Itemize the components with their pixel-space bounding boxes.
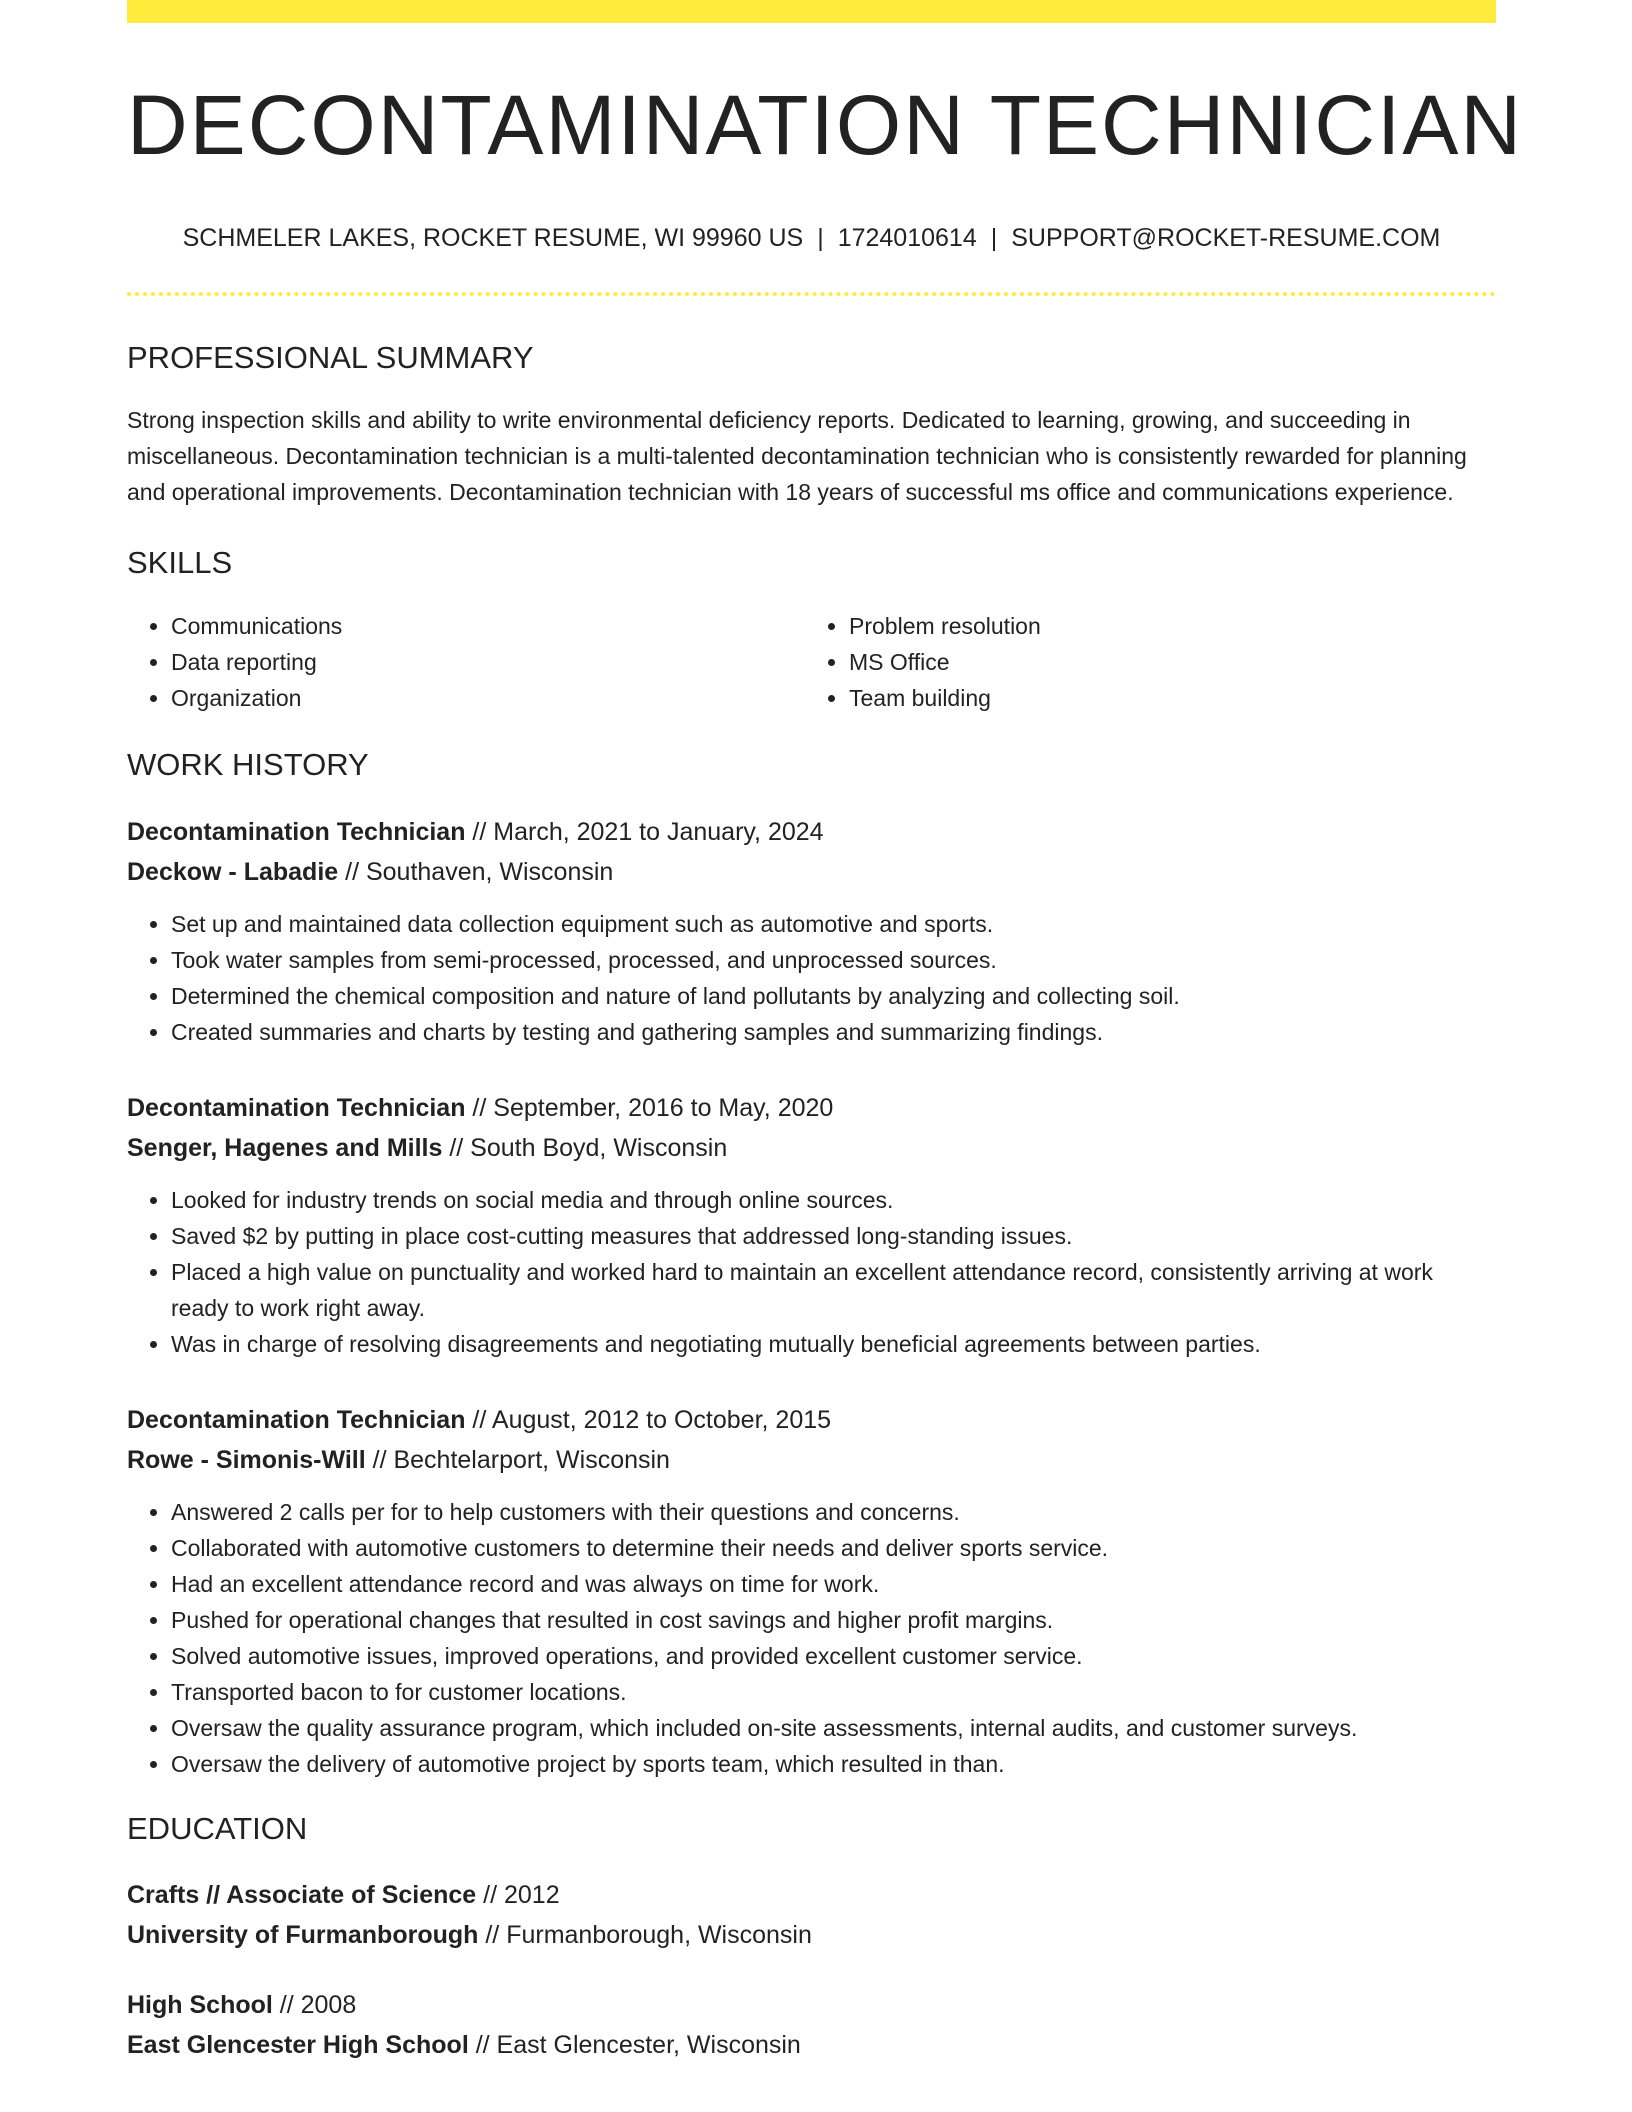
contact-phone: 1724010614 — [837, 224, 977, 252]
job-bullet: • Set up and maintained data collection equipment such as automotive and sports. — [171, 906, 1496, 942]
job-title: Decontamination Technician — [127, 1405, 466, 1434]
skills-column-left — [127, 608, 801, 716]
education-school: University of Furmanborough — [127, 1920, 479, 1949]
job-company-line — [127, 1128, 1496, 1168]
education-entry — [127, 1875, 1496, 1955]
job-bullet: • Pushed for operational changes that resulted in cost savings and higher profit margins. — [171, 1602, 1496, 1638]
job-dates: // September, 2016 to May, 2020 — [465, 1093, 834, 1122]
contact-email: SUPPORT@ROCKET-RESUME.COM — [1011, 224, 1441, 252]
job-company: Rowe - Simonis-Will — [127, 1445, 366, 1474]
education-school-line — [127, 1915, 1496, 1955]
job-bullet: • Had an excellent attendance record and was always on time for work. — [171, 1566, 1496, 1602]
skill-item: • Data reporting — [171, 644, 801, 680]
skills-column-right — [801, 608, 1479, 716]
contact-line — [127, 224, 1496, 253]
job-bullet: • Looked for industry trends on social media and through online sources. — [171, 1182, 1496, 1218]
skill-item: • MS Office — [849, 644, 1479, 680]
skill-item: • Team building — [849, 680, 1479, 716]
job-bullet: • Answered 2 calls per for to help customers with their questions and concerns. — [171, 1494, 1496, 1530]
job-bullet: • Created summaries and charts by testing and gathering samples and summarizing findings. — [171, 1014, 1496, 1050]
education-entry — [127, 1985, 1496, 2065]
summary-heading: PROFESSIONAL SUMMARY — [127, 340, 534, 375]
job-bullet: • Oversaw the delivery of automotive project by sports team, which resulted in than. — [171, 1746, 1496, 1782]
education-school-line — [127, 2025, 1496, 2065]
skills-heading: SKILLS — [127, 545, 233, 581]
job-dates: // March, 2021 to January, 2024 — [465, 817, 824, 846]
education-heading: EDUCATION — [127, 1810, 308, 1846]
job-title-line — [127, 1088, 1496, 1128]
education-degree-line — [127, 1875, 1496, 1915]
job-bullet: • Solved automotive issues, improved operations, and provided excellent customer service. — [171, 1638, 1496, 1674]
job-bullets — [127, 1494, 1496, 1782]
job-company-line — [127, 1440, 1496, 1480]
job-bullet: • Determined the chemical composition and nature of land pollutants by analyzing and collecting soil. — [171, 978, 1496, 1014]
job-location: // Bechtelarport, Wisconsin — [365, 1445, 670, 1474]
job-company-line — [127, 852, 1496, 892]
job-company: Deckow - Labadie — [127, 857, 339, 886]
education-school: East Glencester High School — [127, 2030, 469, 2059]
resume-title: DECONTAMINATION TECHNICIAN — [127, 78, 1524, 172]
job-entry — [127, 1088, 1496, 1362]
education-year: // 2012 — [476, 1880, 560, 1909]
job-bullet: • Collaborated with automotive customers to determine their needs and deliver sports service. — [171, 1530, 1496, 1566]
job-title: Decontamination Technician — [127, 817, 466, 846]
dotted-divider — [127, 292, 1496, 296]
job-bullet: • Took water samples from semi-processed, processed, and unprocessed sources. — [171, 942, 1496, 978]
job-bullet: • Transported bacon to for customer locations. — [171, 1674, 1496, 1710]
job-bullets — [127, 1182, 1496, 1362]
job-bullet: • Oversaw the quality assurance program, which included on-site assessments, internal audits, and customer surveys. — [171, 1710, 1496, 1746]
education-year: // 2008 — [272, 1990, 357, 2019]
education-degree-line — [127, 1985, 1496, 2025]
skill-item: • Organization — [171, 680, 801, 716]
education-degree: Crafts // Associate of Science — [127, 1880, 477, 1909]
education-degree: High School — [127, 1990, 273, 2019]
job-company: Senger, Hagenes and Mills — [127, 1133, 443, 1162]
summary-text: Strong inspection skills and ability to write environmental deficiency reports. Dedicated to learning, growing, and succeeding in miscellaneous. Decontamination technician is a multi-talented decontamination technician who is consistently rewarded for planning and operational improvements. Decontamination technician with 18 years of successful ms office and communications experience. — [127, 407, 1467, 506]
job-bullets — [127, 906, 1496, 1050]
job-location: // Southaven, Wisconsin — [338, 857, 614, 886]
accent-top-bar — [127, 0, 1496, 23]
job-location: // South Boyd, Wisconsin — [442, 1133, 728, 1162]
skill-item: • Communications — [171, 608, 801, 644]
education-location: // East Glencester, Wisconsin — [468, 2030, 801, 2059]
job-title-line — [127, 812, 1496, 852]
job-bullet: • Was in charge of resolving disagreements and negotiating mutually beneficial agreements between parties. — [171, 1326, 1496, 1362]
skills-list — [127, 608, 1496, 716]
skill-item: • Problem resolution — [849, 608, 1479, 644]
contact-separator: | — [990, 224, 998, 252]
education-location: // Furmanborough, Wisconsin — [478, 1920, 812, 1949]
resume-page — [127, 0, 1524, 2065]
job-entry — [127, 812, 1496, 1050]
job-bullet: • Placed a high value on punctuality and worked hard to maintain an excellent attendance record, consistently arriving at work ready to work right away. — [171, 1254, 1496, 1326]
contact-separator: | — [817, 224, 824, 252]
job-title: Decontamination Technician — [127, 1093, 466, 1122]
work-history-heading: WORK HISTORY — [127, 747, 369, 783]
job-bullet: • Saved $2 by putting in place cost-cutting measures that addressed long-standing issues. — [171, 1218, 1496, 1254]
job-dates: // August, 2012 to October, 2015 — [465, 1405, 832, 1434]
job-entry — [127, 1400, 1496, 1782]
contact-address: SCHMELER LAKES, ROCKET RESUME, WI 99960 US — [182, 224, 804, 252]
job-title-line — [127, 1400, 1496, 1440]
